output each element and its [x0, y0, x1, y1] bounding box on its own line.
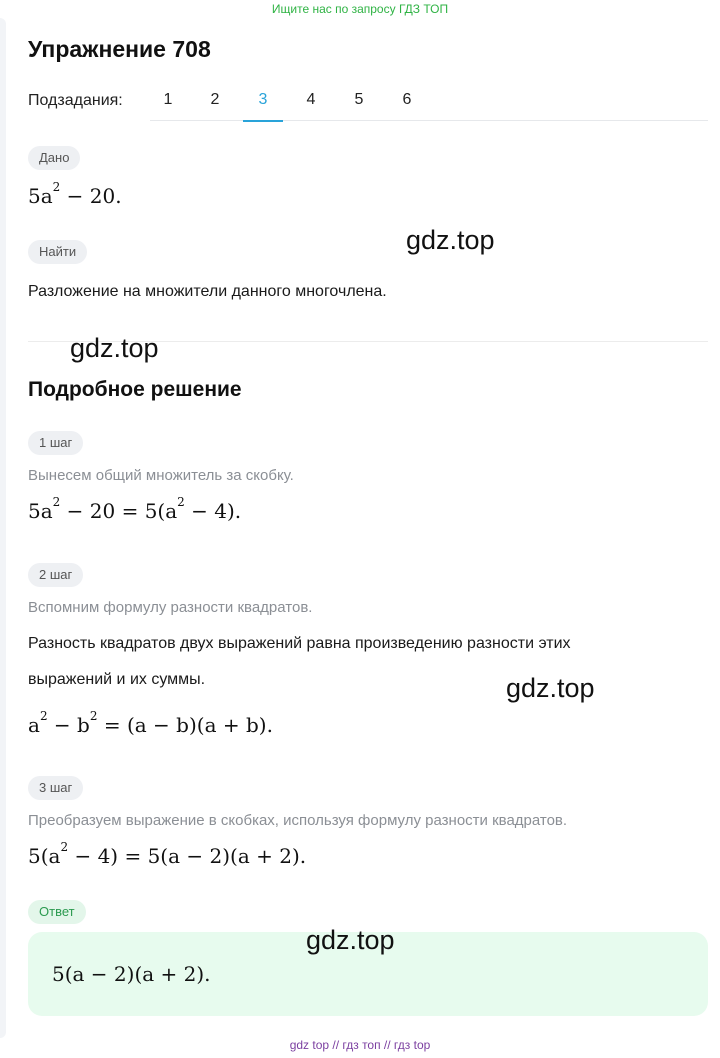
step-2-hint: Вспомним формулу разности квадратов.	[28, 599, 313, 616]
step-2-text-line-1: Разность квадратов двух выражений равна произведению разности этих	[28, 635, 571, 652]
subtasks-label: Подзадания:	[28, 92, 123, 109]
page-title: Упражнение 708	[28, 36, 211, 62]
answer-badge: Ответ	[28, 900, 86, 924]
tab-subtask-2[interactable]: 2	[210, 91, 220, 108]
step-2-text-line-2: выражений и их суммы.	[28, 671, 206, 688]
find-text: Разложение на множители данного многочлена.	[28, 283, 387, 300]
step-2-expression: $a^2 - b^2 = (a - b)(a + b)$.	[28, 709, 273, 737]
tab-subtask-6[interactable]: 6	[402, 91, 412, 108]
tab-subtask-3[interactable]: 3	[243, 88, 283, 122]
left-rail	[0, 18, 6, 1038]
watermark: gdz.top	[70, 333, 159, 363]
given-badge: Дано	[28, 146, 80, 170]
watermark: gdz.top	[406, 225, 495, 255]
step-1-expression: $5a^2 - 20 = 5(a^2 - 4)$.	[28, 495, 242, 523]
top-banner[interactable]: Ищите нас по запросу ГДЗ ТОП	[271, 2, 449, 16]
tab-subtask-5[interactable]: 5	[354, 91, 364, 108]
step-3-hint: Преобразуем выражение в скобках, используя формулу разности квадратов.	[28, 812, 568, 829]
watermark: gdz.top	[306, 925, 395, 955]
exercise-card	[28, 0, 708, 1058]
step-1-hint: Вынесем общий множитель за скобку.	[28, 467, 294, 484]
step-2-badge: 2 шаг	[28, 563, 83, 587]
solution-title: Подробное решение	[28, 378, 242, 401]
step-3-badge: 3 шаг	[28, 776, 83, 800]
subtasks-nav	[28, 88, 708, 122]
footer-links[interactable]: gdz top // гдз топ // гдз top	[289, 1038, 431, 1052]
find-badge: Найти	[28, 240, 87, 264]
step-3-expression: $5(a^2 - 4) = 5(a - 2)(a + 2)$.	[28, 840, 307, 868]
tab-subtask-4[interactable]: 4	[306, 91, 316, 108]
watermark: gdz.top	[506, 673, 595, 703]
answer-expression: 5(a − 2)(a + 2).	[52, 962, 211, 986]
tab-subtask-1[interactable]: 1	[163, 91, 173, 108]
step-1-badge: 1 шаг	[28, 431, 83, 455]
given-expression: $5a^2 - 20$.	[28, 180, 122, 208]
